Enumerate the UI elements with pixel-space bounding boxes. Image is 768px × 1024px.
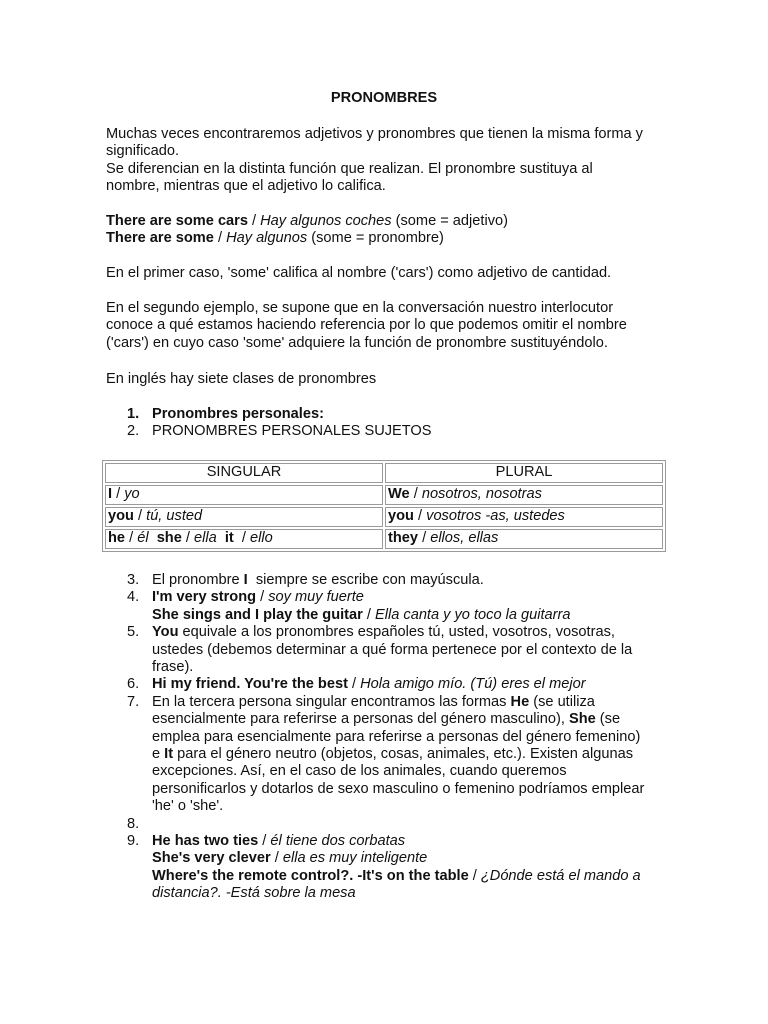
example-line bbox=[152, 885, 686, 902]
example-line bbox=[152, 676, 686, 693]
pronoun-spanish: tú, usted bbox=[146, 508, 203, 525]
pronoun-english: I bbox=[108, 486, 113, 503]
text-line: excepciones. Así, en el caso de los animales, cuando queremos bbox=[152, 763, 567, 780]
text-bold: It bbox=[164, 746, 174, 763]
text-span: equivale a los pronombres españoles tú, usted, vosotros, vosotras, bbox=[178, 624, 615, 641]
example-spanish: él tiene dos corbatas bbox=[270, 833, 406, 850]
text-span: para el género neutro (objetos, cosas, animales, etc.). Existen algunas bbox=[173, 746, 634, 763]
text-bold: He bbox=[510, 693, 530, 710]
list-number: 7. bbox=[127, 693, 140, 710]
list-item bbox=[106, 589, 686, 624]
example-english: Where's the remote control?. -It's on the table bbox=[152, 867, 469, 884]
separator: / bbox=[413, 486, 418, 503]
pronoun-spanish: nosotros, nosotras bbox=[421, 486, 542, 503]
example-note: (some = pronombre) bbox=[307, 230, 444, 247]
list-item-text: Pronombres personales: bbox=[152, 406, 324, 422]
example-english: I'm very strong bbox=[152, 589, 257, 606]
text-line: nombre, mientras que el adjetivo lo califica. bbox=[106, 178, 386, 195]
text-line: significado. bbox=[106, 143, 180, 160]
list-item bbox=[106, 816, 686, 833]
list-item-text: PRONOMBRES PERSONALES SUJETOS bbox=[152, 423, 432, 440]
table-row bbox=[105, 507, 663, 527]
table-cell bbox=[105, 529, 383, 549]
intro-paragraph bbox=[106, 126, 676, 196]
list-number: 8. bbox=[127, 815, 140, 832]
text-line: personificarlos y dotarlos de sexo masculino o femenino podríamos emplear bbox=[152, 780, 645, 797]
list-item bbox=[106, 833, 686, 903]
text-line bbox=[152, 694, 686, 711]
table-cell bbox=[385, 485, 663, 505]
list-number: 4. bbox=[127, 589, 140, 606]
text-span: siempre se escribe con mayúscula. bbox=[247, 572, 484, 588]
example-spanish: Ella canta y yo toco la guitarra bbox=[375, 606, 571, 623]
separator: / bbox=[468, 867, 481, 884]
numbered-list-top bbox=[106, 406, 686, 441]
example-english: There are some cars bbox=[106, 213, 248, 229]
pronoun-english: he bbox=[108, 530, 126, 547]
separator: / bbox=[129, 530, 134, 547]
list-item bbox=[106, 406, 686, 423]
paragraph-seven-classes bbox=[106, 371, 676, 388]
list-item bbox=[106, 624, 686, 676]
example-line bbox=[106, 230, 676, 247]
text-line: conoce a qué estamos haciendo referencia por lo que podemos omitir el nombre bbox=[106, 317, 627, 334]
table-cell bbox=[385, 529, 663, 549]
example-spanish: distancia?. -Está sobre la mesa bbox=[152, 885, 356, 902]
text-span: e bbox=[152, 746, 165, 763]
pronoun-english: she bbox=[156, 530, 182, 547]
pronoun-spanish: ella bbox=[194, 530, 217, 547]
table-row bbox=[105, 485, 663, 505]
separator: / bbox=[185, 530, 190, 547]
pronoun-english: it bbox=[224, 530, 234, 547]
pronoun-english: you bbox=[388, 508, 414, 525]
list-number: 3. bbox=[127, 572, 140, 588]
separator: / bbox=[116, 486, 121, 503]
list-number: 2. bbox=[127, 423, 140, 440]
text-line bbox=[152, 711, 686, 728]
text-line: En el segundo ejemplo, se supone que en la conversación nuestro interlocutor bbox=[106, 300, 614, 316]
text-span: (se utiliza bbox=[529, 693, 595, 710]
text-span: esencialmente para referirse a personas del género masculino), bbox=[152, 711, 569, 728]
separator: / bbox=[138, 508, 143, 525]
pronoun-spanish: yo bbox=[124, 486, 140, 503]
table-header-row bbox=[105, 463, 663, 483]
example-spanish: ella es muy inteligente bbox=[282, 850, 428, 867]
text-line: Muchas veces encontraremos adjetivos y pronombres que tienen la misma forma y bbox=[106, 126, 643, 142]
pronoun-spanish: vosotros -as, ustedes bbox=[426, 508, 565, 525]
list-item bbox=[106, 676, 686, 693]
separator: / bbox=[418, 508, 423, 525]
example-spanish: ¿Dónde está el mando a bbox=[480, 867, 641, 884]
example-line bbox=[152, 868, 686, 885]
example-spanish: Hola amigo mío. (Tú) eres el mejor bbox=[360, 676, 586, 693]
text-span: En la tercera persona singular encontramos las formas bbox=[152, 693, 511, 710]
pronoun-spanish: ellos, ellas bbox=[430, 530, 499, 547]
table-cell bbox=[105, 507, 383, 527]
table-row bbox=[105, 529, 663, 549]
separator: / bbox=[241, 530, 246, 547]
list-item bbox=[106, 423, 686, 440]
header-plural: PLURAL bbox=[385, 463, 663, 483]
separator: / bbox=[256, 589, 269, 606]
text-bold: You bbox=[152, 624, 179, 641]
examples-block bbox=[106, 213, 676, 248]
pronoun-spanish: ello bbox=[250, 530, 273, 547]
example-line bbox=[152, 833, 686, 850]
example-line bbox=[152, 850, 686, 867]
list-number: 9. bbox=[127, 833, 140, 850]
text-span: (se bbox=[595, 711, 621, 728]
example-note: (some = adjetivo) bbox=[391, 213, 508, 229]
text-line: En inglés hay siete clases de pronombres bbox=[106, 371, 377, 387]
text-line bbox=[152, 624, 686, 641]
pronoun-table bbox=[102, 460, 666, 552]
text-bold: She bbox=[568, 711, 596, 728]
document-title: PRONOMBRES bbox=[330, 90, 438, 106]
list-item bbox=[106, 572, 686, 589]
list-item bbox=[106, 694, 686, 816]
table-cell bbox=[105, 485, 383, 505]
paragraph-first-case bbox=[106, 265, 676, 282]
example-english: There are some bbox=[106, 230, 214, 247]
example-line bbox=[152, 589, 686, 606]
list-number: 1. bbox=[127, 406, 140, 422]
separator: / bbox=[422, 530, 427, 547]
text-line: Se diferencian en la distinta función que realizan. El pronombre sustituya al bbox=[106, 160, 593, 177]
numbered-list-bottom bbox=[106, 572, 686, 903]
example-spanish: Hay algunos bbox=[226, 230, 308, 247]
text-line: ('cars') en cuyo caso 'some' adquiere la función de pronombre sustituyéndolo. bbox=[106, 334, 608, 351]
text-line bbox=[152, 746, 686, 763]
example-line bbox=[152, 607, 686, 624]
pronoun-english: they bbox=[388, 530, 419, 547]
text-span: El pronombre bbox=[152, 572, 244, 588]
pronoun-english: We bbox=[388, 486, 410, 503]
pronoun-english: you bbox=[108, 508, 134, 525]
separator: / bbox=[213, 230, 227, 247]
separator: / bbox=[247, 213, 261, 229]
list-number: 6. bbox=[127, 676, 140, 693]
example-english: Hi my friend. You're the best bbox=[152, 676, 348, 693]
list-number: 5. bbox=[127, 624, 140, 641]
text-line: frase). bbox=[152, 659, 194, 676]
separator: / bbox=[347, 676, 361, 693]
separator: / bbox=[258, 833, 271, 850]
table-cell bbox=[385, 507, 663, 527]
text-line: 'he' o 'she'. bbox=[152, 798, 224, 815]
example-english: He has two ties bbox=[152, 833, 259, 850]
example-spanish: soy muy fuerte bbox=[268, 589, 364, 606]
pronoun-spanish: él bbox=[137, 530, 149, 547]
header-singular: SINGULAR bbox=[105, 463, 383, 483]
text-line: ustedes (debemos determinar a qué forma pertenece por el contexto de la bbox=[152, 641, 633, 658]
example-english: She sings and I play the guitar bbox=[152, 606, 363, 623]
example-spanish: Hay algunos coches bbox=[260, 213, 392, 229]
text-line: emplea para esencialmente para referirse a personas del género femenino) bbox=[152, 728, 641, 745]
separator: / bbox=[362, 606, 376, 623]
example-english: She's very clever bbox=[152, 850, 271, 867]
separator: / bbox=[270, 850, 283, 867]
text-line: En el primer caso, 'some' califica al nombre ('cars') como adjetivo de cantidad. bbox=[106, 265, 612, 281]
text-bold: I bbox=[243, 572, 248, 588]
paragraph-second-example bbox=[106, 300, 676, 352]
example-line bbox=[106, 213, 676, 230]
